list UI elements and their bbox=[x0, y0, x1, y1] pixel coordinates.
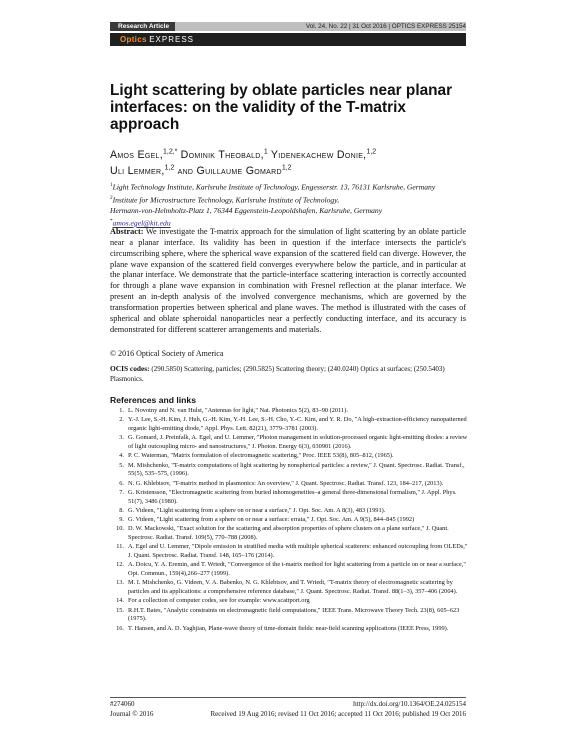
journal-copyright: Journal © 2016 bbox=[110, 709, 154, 718]
reference-item: 9. G. Videen, "Light scattering from a sphere on or near a surface: errata," J. Opt. Soc. Am. A 9(5), 844–845 (1992) bbox=[119, 516, 415, 524]
abstract-label: Abstract: bbox=[110, 227, 144, 236]
footer-rule bbox=[110, 697, 466, 698]
references-heading: References and links bbox=[110, 395, 196, 405]
reference-item: 3. G. Gomard, J. Preinfalk, A. Egel, and U. Lemmer, "Photon management in solution-processed organic light-emitting diodes: a review of light outcoupling micro- and nanostructures," J. Photon. Energy 6(3), 030901 (2016). bbox=[119, 434, 468, 450]
affiliation: Hermann-von-Helmholtz-Platz 1, 76344 Eggenstein-Leopoldshafen, Karlsruhe, Germany bbox=[110, 206, 383, 216]
footer-left bbox=[110, 700, 153, 719]
publication-dates: Received 19 Aug 2016; revised 11 Oct 2016; accepted 11 Oct 2016; published 19 Oct 2016 bbox=[210, 709, 466, 718]
reference-item: 4. P. C. Waterman, "Matrix formulation of electromagnetic scattering," Proc. IEEE 53(8), 805–812, (1965). bbox=[119, 452, 394, 460]
reference-list bbox=[110, 407, 470, 634]
volume-info: Vol. 24, No. 22 | 31 Oct 2016 | OPTICS EXPRESS 25154 bbox=[305, 23, 466, 30]
corresponding-email: *amos.egel@kit.edu bbox=[110, 218, 171, 228]
paper-title: Light scattering by oblate particles near planar interfaces: on the validity of the T-matrix approach bbox=[110, 82, 453, 133]
journal-logo-express: EXPRESS bbox=[149, 35, 195, 44]
email-link[interactable]: amos.egel@kit.edu bbox=[112, 218, 171, 228]
reference-item: 8. G. Videen, "Light scattering from a sphere on or near a surface," J. Opt. Soc. Am. A 8(3), 483 (1991). bbox=[119, 506, 386, 514]
affiliation: $^2$Institute for Microstructure Technology, Karlsruhe Institute of Technology, bbox=[110, 194, 340, 205]
abstract bbox=[110, 227, 466, 335]
reference-item: 16. T. Hansen, and A. D. Yaghjian, Plane-wave theory of time-domain fields: near-field scanning applications (IEEE Press, 1999). bbox=[116, 624, 449, 632]
journal-logo bbox=[120, 33, 194, 46]
affiliations bbox=[110, 180, 470, 229]
reference-item: 14. For a collection of computer codes, see for example: www.scattport.org bbox=[116, 597, 310, 605]
author-name: Uli Lemmer,$^{1,2}$ bbox=[110, 164, 175, 178]
author-name: Amos Egel,$^{1,2,*}$ bbox=[110, 148, 178, 161]
doi-link[interactable]: http://dx.doi.org/10.1364/OE.24.025154 bbox=[353, 700, 466, 708]
manuscript-id: #274060 bbox=[110, 700, 135, 708]
reference-item: 12. A. Doicu, Y. A. Eremin, and T. Wriedt, "Convergence of the t-matrix method for light scattering from a particle on or near a surface," Opt. Commun., 159(4),266–277 (1999). bbox=[116, 561, 466, 578]
reference-item: 2. Y.-J. Lee, S.-H. Kim, J. Huh, G.-H. Kim, Y.-H. Lee, S.-H. Cho, Y.-C. Kim, and Y. R. Do, "A high-extraction-efficiency nanopatterned organic light-emitting diode," Appl. Phys. Lett. 82(21), 3779–3781 (2003). bbox=[119, 416, 467, 432]
reference-item: 13. M. I. Mishchenko, G. Videen, V. A. Babenko, N. G. Khlebtsov, and T. Wriedt, "T-matrix theory of electromagnetic scattering by particles and its applications: a comprehensive reference database," J. Quant. Spectrosc. Radiat. Transf. 88(1–3), 357–406 (2004). bbox=[116, 579, 458, 596]
reference-item: 11. A. Egel and U. Lemmer, "Dipole emission in stratified media with multiple spherical scatterers: enhanced outcoupling from OLEDs," J. Quant. Spectrosc. Radiat. Transf. 148, 165–176 (2014). bbox=[116, 543, 468, 560]
affiliation: $^1$Light Technology Institute, Karlsruhe Institute of Technology, Engesserstr. 13, 76131 Karlsruhe, Germany bbox=[110, 182, 436, 192]
author-name: Yidenekachew Donie,$^{1,2}$ bbox=[270, 148, 377, 161]
journal-logo-optics: Optics bbox=[120, 35, 150, 44]
ocis-text: (290.5850) Scattering, particles; (290.5825) Scattering theory; (240.0240) Optics at surfaces; (250.5403) Plasmonics. bbox=[110, 365, 445, 383]
author-list bbox=[110, 145, 470, 178]
reference-item: 1. L. Novotny and N. van Hulst, "Antennas for light," Nat. Photonics 5(2), 83–90 (2011). bbox=[119, 407, 348, 414]
copyright: © 2016 Optical Society of America bbox=[110, 349, 224, 358]
abstract-text: We investigate the T-matrix approach for the simulation of light scattering by an oblate particle near a planar interface. Its validity has been in question if the interface intersects the particle's circumscribing sphere, where the spherical wave expansion of the scattered field can diverge. However, the plane wave expansion of the scattered field converges everywhere below the particle, and in particular at the planar interface. We demonstrate that the particle-interface scattering interaction is correctly accounted for through a plane wave expansion in combination with Fresnel reflection at the planar interface. We present an in-depth analysis of the involved convergence mechanisms, which are governed by the transformation properties between spherical and plane waves. The method is illustrated with the cases of spherical and oblate spheroidal nanoparticles near a perfectly conducting interface, and its accuracy is demonstrated for different scatterer arrangements and materials. bbox=[110, 227, 466, 334]
reference-item: 5. M. Mishchenko, "T-matrix computations of light scattering by nonspherical particles: a review," J. Quant. Spectrosc. Radiat. Transf., 55(5), 535–575, (1996). bbox=[119, 461, 465, 478]
author-name: and Guillaume Gomard$^{1,2}$ bbox=[177, 164, 292, 178]
reference-item: 15. R.H.T. Bates, "Analytic constraints on electromagnetic field computations," IEEE Trans. Microwave Theory Tech. 23(8), 605–623 (1975). bbox=[116, 606, 460, 623]
ocis-codes bbox=[110, 364, 466, 384]
reference-item: 10. D. W. Mackowski, "Exact solution for the scattering and absorption properties of sphere clusters on a plane surface," J. Quant. Spectrosc. Radiat. Transf. 109(5), 770–788 (2008). bbox=[116, 525, 449, 542]
ocis-label: OCIS codes: bbox=[110, 364, 150, 373]
reference-item: 6. N. G. Khlebtsov, "T-matrix method in plasmonics: An overview," J. Quant. Spectrosc. Radiat. Transf. 123, 184–217, (2013). bbox=[119, 479, 444, 487]
reference-item: 7. G. Kristensson, "Electromagnetic scattering from buried inhomogeneities–a general three-dimensional formalism," J. Appl. Phys. 51(7), 3486 (1980). bbox=[119, 488, 457, 505]
author-name: Dominik Theobald,$^1$ bbox=[180, 148, 268, 161]
article-type-tag: Research Article bbox=[110, 22, 175, 31]
footer-right bbox=[210, 700, 466, 719]
